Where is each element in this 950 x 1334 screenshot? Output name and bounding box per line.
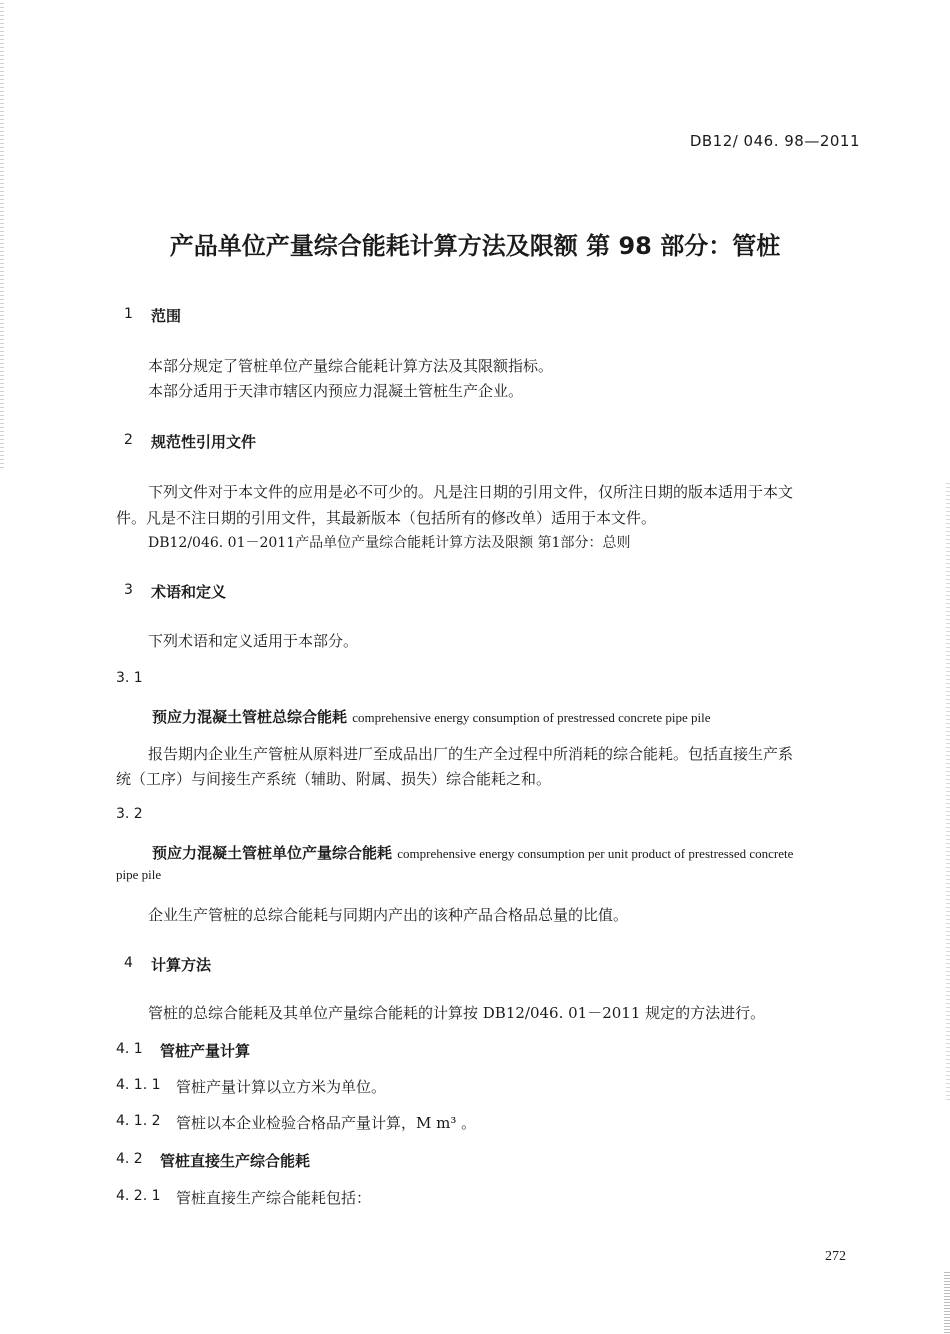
term-3-2-english-line-2: pipe pile — [116, 867, 162, 882]
term-3-2-definition: 企业生产管桩的总综合能耗与同期内产出的该种产品合格品总量的比值。 — [148, 906, 629, 924]
section-2-number: 2 — [124, 432, 133, 448]
term-3-2-english-line-1: comprehensive energy consumption per unit product of prestressed concrete — [397, 846, 794, 861]
section-1-heading: 范围 — [151, 307, 182, 325]
section-4-1-2-text: 管桩以本企业检验合格品产量计算，M m³ 。 — [176, 1114, 477, 1132]
section-4-1-heading: 管桩产量计算 — [160, 1042, 251, 1060]
section-2-normative-reference: DB12/046. 01－2011产品单位产量综合能耗计算方法及限额 第1部分：总则 — [148, 535, 631, 551]
term-3-1-definition-line-2: 统（工序）与间接生产系统（辅助、附属、损失）综合能耗之和。 — [116, 770, 552, 788]
section-3-intro: 下列术语和定义适用于本部分。 — [148, 632, 359, 650]
section-4-number: 4 — [124, 955, 133, 971]
section-3-number: 3 — [124, 582, 133, 598]
section-4-1-2-number: 4. 1. 2 — [116, 1113, 161, 1129]
section-4-2-heading: 管桩直接生产综合能耗 — [160, 1152, 311, 1170]
term-3-1-chinese: 预应力混凝土管桩总综合能耗 — [152, 708, 348, 726]
section-4-1-1-number: 4. 1. 1 — [116, 1077, 161, 1093]
section-1-paragraph-1: 本部分规定了管桩单位产量综合能耗计算方法及其限额指标。 — [148, 357, 554, 375]
section-1-paragraph-2: 本部分适用于天津市辖区内预应力混凝土管桩生产企业。 — [148, 382, 524, 400]
section-3-heading: 术语和定义 — [151, 583, 227, 601]
section-4-2-number: 4. 2 — [116, 1151, 143, 1167]
document-id: DB12/ 046. 98—2011 — [689, 132, 860, 150]
scan-edge-right-bottom — [944, 1270, 950, 1334]
term-3-1-english: comprehensive energy consumption of prestressed concrete pipe pile — [352, 710, 711, 725]
section-1-number: 1 — [124, 306, 133, 322]
section-4-heading: 计算方法 — [151, 956, 212, 974]
term-3-1-definition-line-1: 报告期内企业生产管桩从原料进厂至成品出厂的生产全过程中所消耗的综合能耗。包括直接生产系 — [148, 745, 794, 763]
term-3-2-chinese: 预应力混凝土管桩单位产量综合能耗 — [152, 844, 393, 862]
term-3-1-number: 3. 1 — [116, 670, 143, 686]
term-3-2-name — [152, 842, 793, 863]
term-3-1-name — [152, 706, 710, 727]
section-4-1-1-text: 管桩产量计算以立方米为单位。 — [176, 1078, 387, 1096]
scan-edge-right — [946, 480, 950, 1100]
term-3-2-number: 3. 2 — [116, 806, 143, 822]
section-4-2-1-number: 4. 2. 1 — [116, 1188, 161, 1204]
section-2-paragraph-line-1: 下列文件对于本文件的应用是必不可少的。凡是注日期的引用文件，仅所注日期的版本适用于本文 — [148, 483, 794, 501]
section-2-paragraph-line-2: 件。凡是不注日期的引用文件，其最新版本（包括所有的修改单）适用于本文件。 — [116, 509, 657, 527]
document-title: 产品单位产量综合能耗计算方法及限额 第 98 部分：管桩 — [169, 232, 781, 260]
page-number: 272 — [825, 1249, 846, 1264]
section-2-heading: 规范性引用文件 — [151, 433, 257, 451]
section-4-1-number: 4. 1 — [116, 1041, 143, 1057]
section-4-2-1-text: 管桩直接生产综合能耗包括： — [176, 1189, 372, 1207]
section-4-paragraph: 管桩的总综合能耗及其单位产量综合能耗的计算按 DB12/046. 01－2011 规定的方法进行。 — [148, 1004, 766, 1022]
